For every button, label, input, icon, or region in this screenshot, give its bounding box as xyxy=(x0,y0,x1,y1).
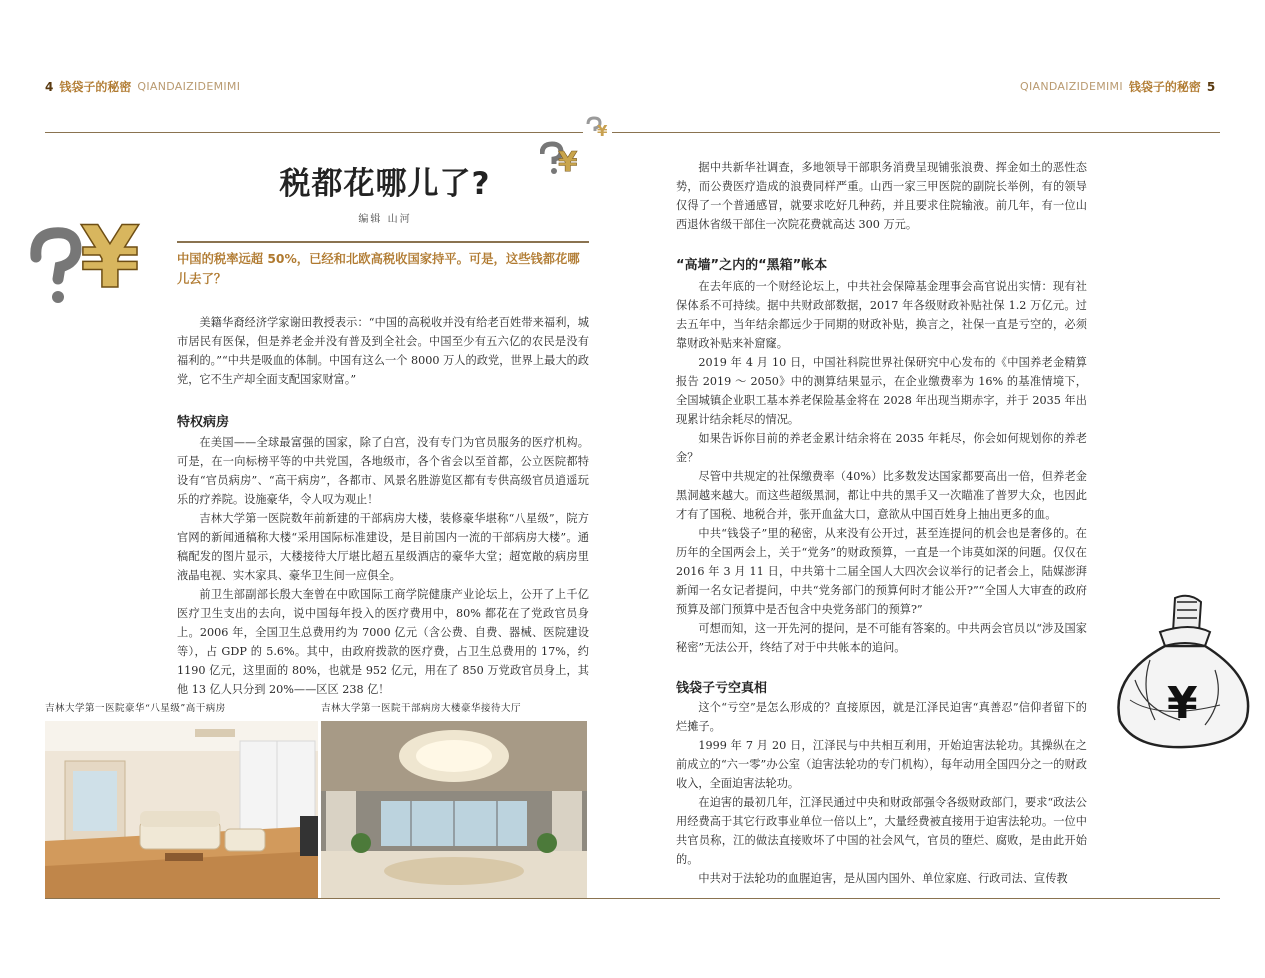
question-yen-small-icon xyxy=(585,116,611,140)
section1-paragraph: 在美国——全球最富强的国家，除了白宫，没有专门为官员服务的医疗机构。可是，在一向标榜平等的中共党国，各地级市，各个省会以至首都，公立医院都特设有“官员病房”、“高干病房”，各都市、风景名胜游览区都有专供高级官员逍遥玩乐的疗养院。设施豪华，令人叹为观止！ xyxy=(177,436,589,506)
section2-paragraph: 尽管中共规定的社保缴费率（40%）比多数发达国家都要高出一倍，但养老金黑洞越来越大。而这些超级黑洞，都让中共的黑手又一次瞄准了普罗大众，也因此才有了国税、地税合并，张开血盆大口，意欲从中国百姓身上抽出更多的血。 xyxy=(676,470,1087,521)
section3-paragraph: 1999 年 7 月 20 日，江泽民与中共相互利用，开始迫害法轮功。其操纵在之前成立的“六一零”办公室（迫害法轮功的专门机构），每年动用全国四分之一的财政收入，全面迫害法轮功。 xyxy=(676,739,1087,790)
photo-caption-lobby: 吉林大学第一医院干部病房大楼豪华接待大厅 xyxy=(321,703,522,714)
left-page-header xyxy=(45,78,240,95)
section2-paragraph: 如果告诉你目前的养老金累计结余将在 2035 年耗尽，你会如何规划你的养老金？ xyxy=(676,432,1087,464)
money-bag-hand-icon xyxy=(1105,590,1255,750)
article-lead: 中国的税率远超 50%，已经和北欧高税收国家持平。可是，这些钱都花哪儿去了？ xyxy=(177,241,589,289)
right-header-title: 钱袋子的秘密 xyxy=(1128,80,1201,94)
question-yen-large-icon xyxy=(30,205,160,305)
left-header-title: 钱袋子的秘密 xyxy=(59,80,132,94)
section3-paragraph: 这个“亏空”是怎么形成的？直接原因，就是江泽民迫害“真善忍”信仰者留下的烂摊子。 xyxy=(676,701,1087,733)
svg-text:¥: ¥ xyxy=(80,208,140,305)
section2-paragraph: 2019 年 4 月 10 日，中国社科院世界社保研究中心发布的《中国养老金精算报告 2019 ～ 2050》中的测算结果显示，在企业缴费率为 16% 的基准情境下，全国城镇企业职工基本养老保险基金将在 2028 年出现当期赤字，并于 2035 年出现累计结余耗尽的情况。 xyxy=(676,356,1087,426)
section1-paragraph: 吉林大学第一医院数年前新建的干部病房大楼，装修豪华堪称“八星级”，院方官网的新闻通稿称大楼“采用国际标准建设，是目前国内一流的干部病房大楼”。通稿配发的图片显示，大楼接待大厅堪比超五星级酒店的豪华大堂；超宽敞的病房里液晶电视、实木家具、豪华卫生间一应俱全。 xyxy=(177,512,589,582)
right-header-pinyin: QIANDAIZIDEMIMI xyxy=(1020,80,1123,93)
section-heading-black-box: “高墙”之内的“黑箱”帐本 xyxy=(676,258,828,273)
right-page-number: 5 xyxy=(1206,79,1216,94)
svg-text:¥: ¥ xyxy=(1167,678,1198,729)
article-title: 税都花哪儿了? xyxy=(279,166,491,202)
top-rule-left xyxy=(45,132,583,133)
section3-paragraph: 在迫害的最初几年，江泽民通过中央和财政部强令各级财政部门，要求“政法公用经费高于其它行政事业单位一倍以上”，大量经费被直接用于迫害法轮功。一位中共官员称，江的做法直接败坏了中国的社会风气，官员的堕烂、腐败，是由此开始的。 xyxy=(676,796,1087,866)
section2-paragraph: 可想而知，这一开先河的提问，是不可能有答案的。中共两会官员以“涉及国家秘密”无法公开，终结了对于中共帐本的追问。 xyxy=(676,622,1087,654)
lobby-photo xyxy=(321,721,587,899)
right-intro-paragraph: 据中共新华社调查，多地领导干部职务消费呈现铺张浪费、挥金如土的恶性态势，而公费医疗造成的浪费同样严重。山西一家三甲医院的副院长举例，有的领导仅得了一个普通感冒，就要求吃好几种药，并且要求住院输液。前几年，有一位山西退休省级干部住一次院花费就高达 300 万元。 xyxy=(676,161,1087,231)
svg-text:¥: ¥ xyxy=(558,145,578,176)
photo-caption-ward: 吉林大学第一医院豪华“八星级”高干病房 xyxy=(45,703,226,714)
svg-text:¥: ¥ xyxy=(597,122,608,140)
section1-paragraph: 前卫生部副部长殷大奎曾在中欧国际工商学院健康产业论坛上，公开了上千亿医疗卫生支出的去向，说中国每年投入的医疗费用中，80% 都花在了党政官员身上。2006 年，全国卫生总费用约为 7000 亿元（含公费、自费、器械、医院建设等），占 GDP 的 5.6%。其中，由政府拨款的医疗费，占卫生总费用的 17%，约 1190 亿元，这里面的 80%，也就是 952 亿元，用在了 850 万党政官员身上，其他 13 亿人只分到 20%——区区 238 亿！ xyxy=(177,588,589,696)
section2-paragraph: 中共“钱袋子”里的秘密，从来没有公开过，甚至连提问的机会也是奢侈的。在历年的全国两会上，关于“党务”的财政预算，一直是一个讳莫如深的问题。仅仅在 2016 年 3 月 11 日，中共第十二届全国人大四次会议举行的记者会上，陆媒澎湃新闻一名女记者提问，中共“党务部门的预算何时才能公开?”“全国人大审查的政府预算及部门预算中是否包含中央党务部门的预算?” xyxy=(676,527,1087,616)
right-column xyxy=(676,158,1087,888)
left-page-number: 4 xyxy=(45,79,54,94)
intro-paragraph: 美籍华裔经济学家谢田教授表示：“中国的高税收并没有给老百姓带来福利，城市居民有医保，但是养老金并没有普及到全社会。中国至少有五六亿的农民是没有福利的。”“中共是吸血的体制。中国有这么一个 8000 万人的政党，世界上最大的政党，它不生产却全面支配国家财富。” xyxy=(177,316,589,386)
right-page-header xyxy=(1020,78,1215,95)
section3-paragraph: 中共对于法轮功的血腥迫害，是从国内国外、单位家庭、行政司法、宣传教 xyxy=(698,872,1068,885)
article-byline: 编辑 山河 xyxy=(358,214,412,225)
top-rule-right xyxy=(612,132,1220,133)
ward-photo xyxy=(45,721,318,899)
bottom-rule xyxy=(45,898,1220,899)
section-heading-deficit-truth: 钱袋子亏空真相 xyxy=(676,681,768,696)
section-heading-privilege-wards: 特权病房 xyxy=(177,415,230,430)
section2-paragraph: 在去年底的一个财经论坛上，中共社会保障基金理事会高官说出实情：现有社保体系不可持续。据中共财政部数据，2017 年各级财政补贴社保 1.2 万亿元。过去五年中，当年结余都远少于同期的财政补贴，换言之，社保一直是亏空的，必须靠财政补贴来补窟窿。 xyxy=(676,280,1087,350)
left-header-pinyin: QIANDAIZIDEMIMI xyxy=(137,80,241,93)
left-column xyxy=(177,313,589,699)
